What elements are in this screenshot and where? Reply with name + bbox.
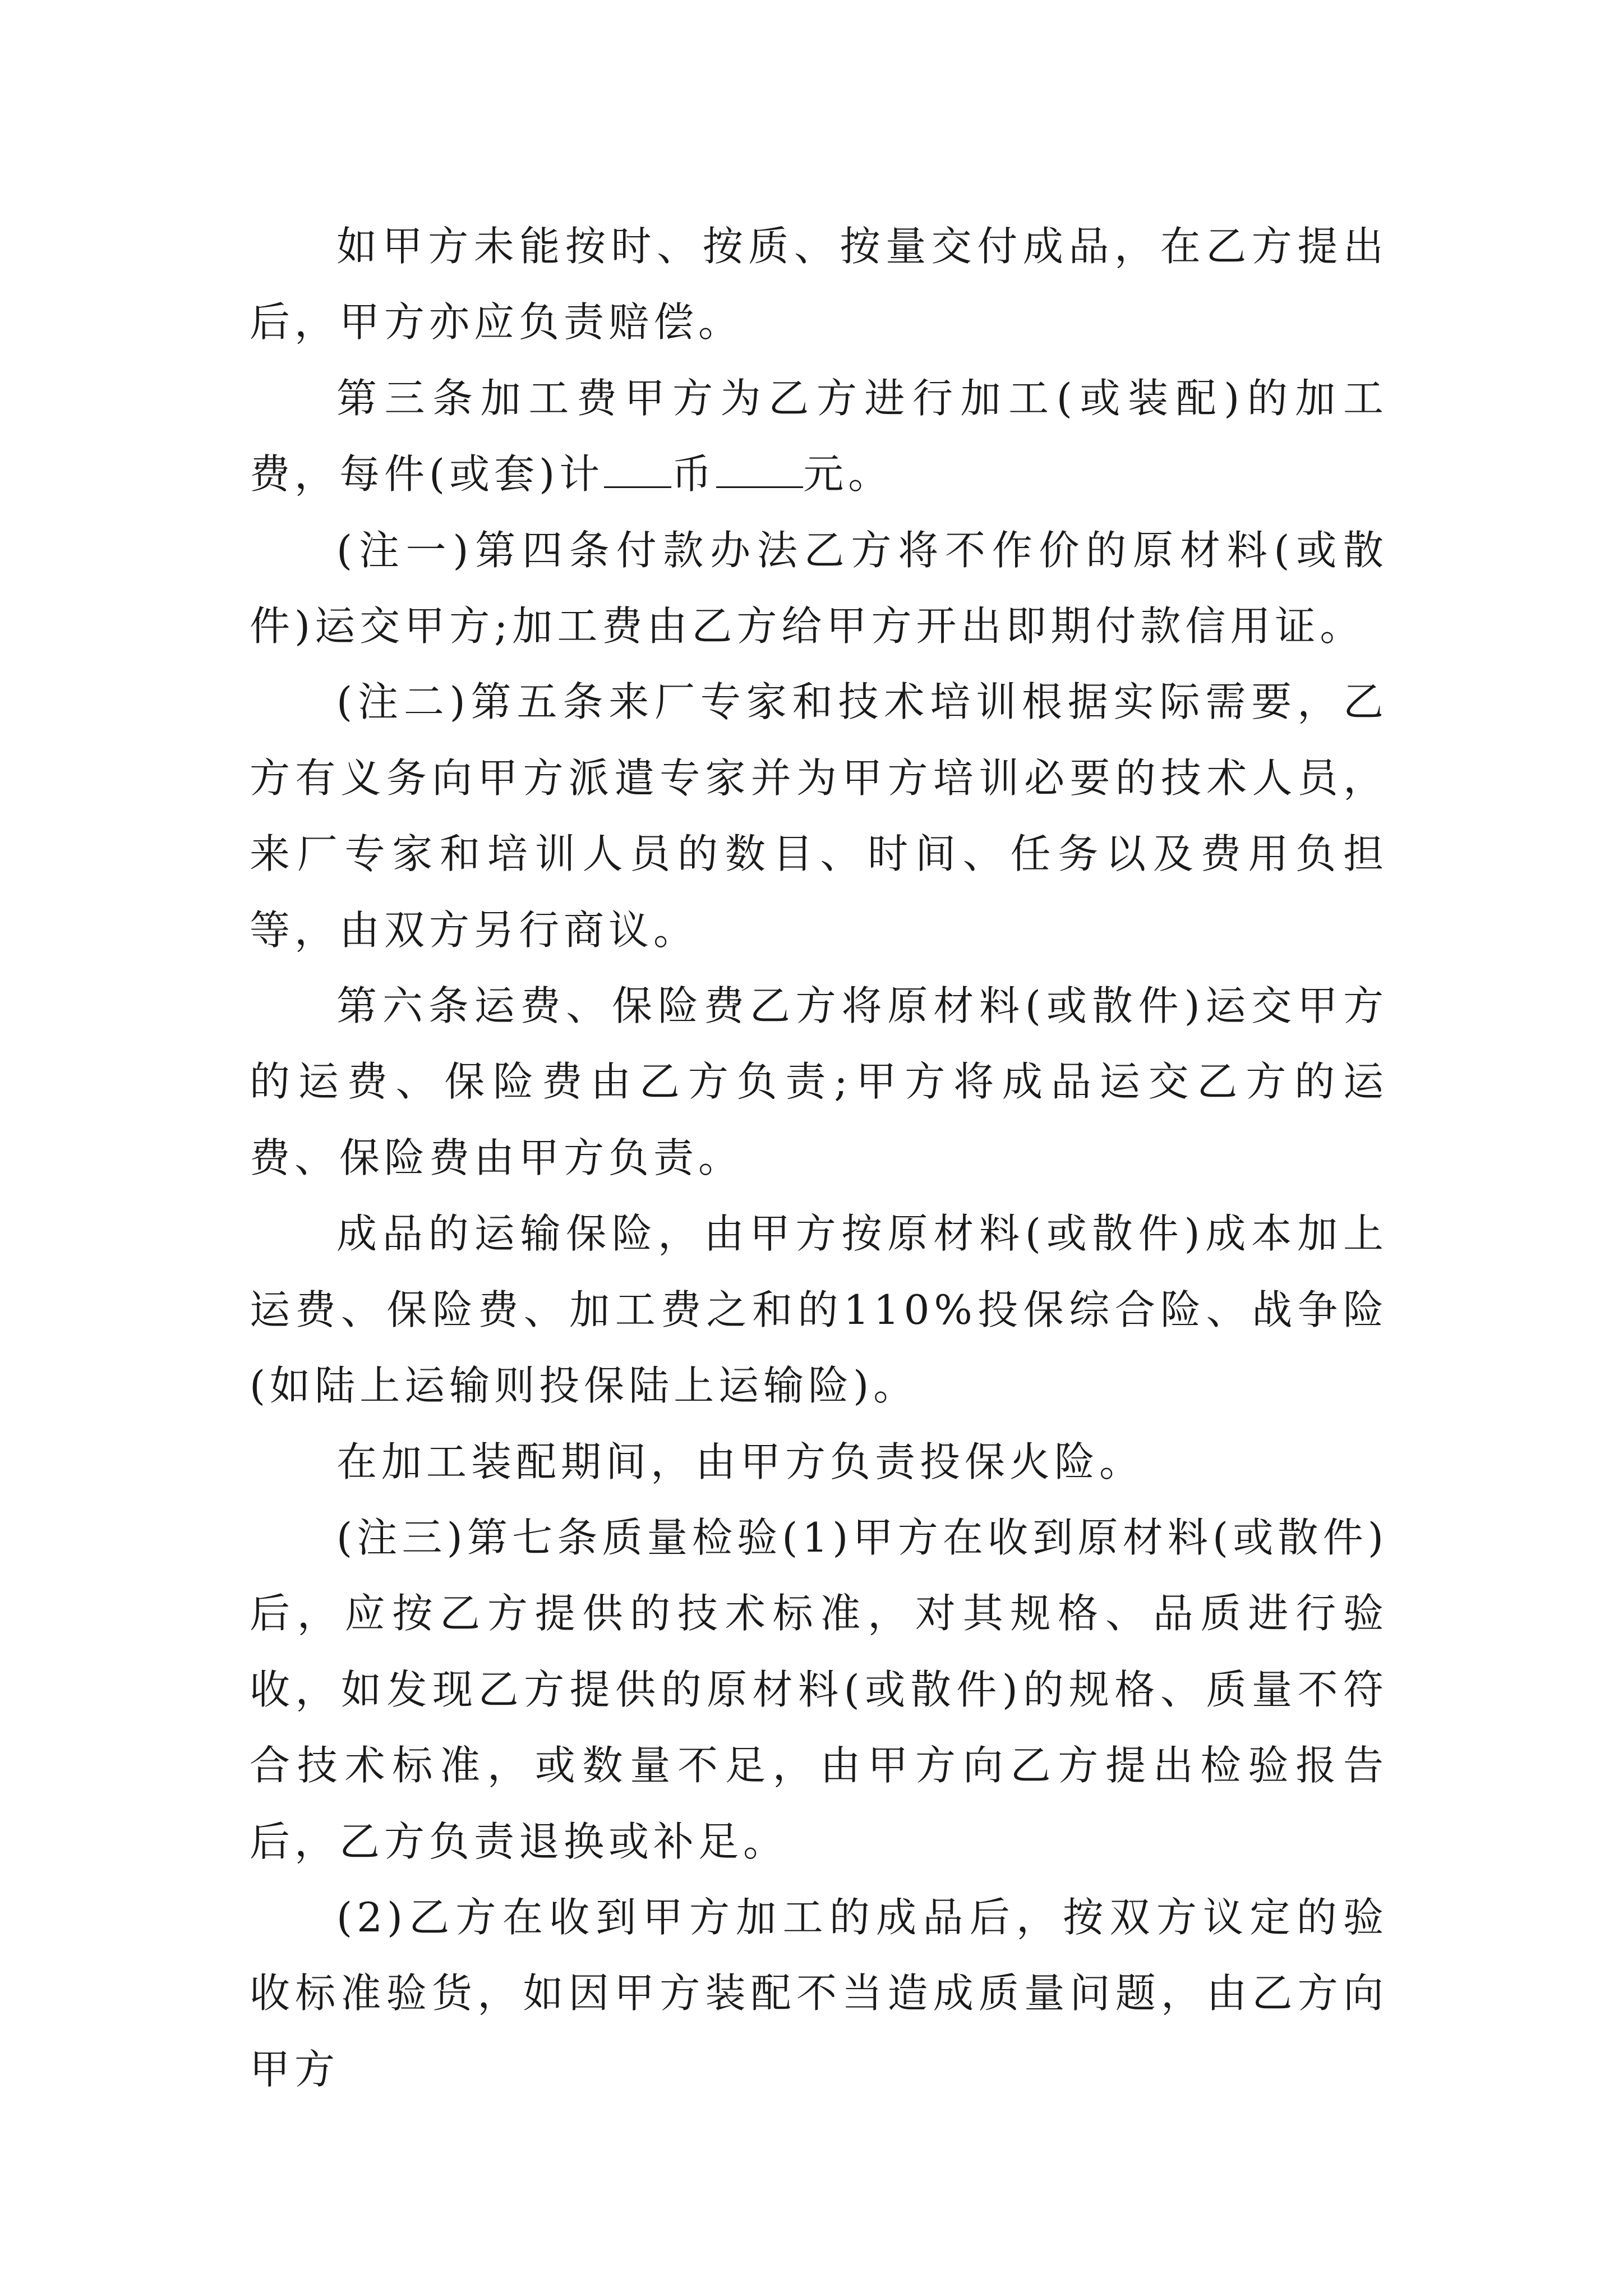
- fee-line-currency: 币: [671, 450, 717, 498]
- paragraph-transport-insurance: 成品的运输保险，由甲方按原材料(或散件)成本加上运费、保险费、加工费之和的110%投保综合险、战争险(如陆上运输则投保陆上运输险)。: [250, 1210, 1388, 1410]
- article-3-text: 第三条加工费甲方为乙方进行加工(或装配)的加工费，: [250, 374, 1388, 498]
- currency-blank: [604, 453, 671, 488]
- fee-line-unit: 元。: [803, 450, 893, 498]
- paragraph-article-5-experts-training: (注二)第五条来厂专家和技术培训根据实际需要，乙方有义务向甲方派遣专家并为甲方培训必要的技术人员，来厂专家和培训人员的数目、时间、任务以及费用负担等，由双方另行商议。: [250, 678, 1388, 954]
- paragraph-fire-insurance: 在加工装配期间，由甲方负责投保火险。: [336, 1438, 1145, 1485]
- paragraph-article-3-processing-fee: [250, 361, 1388, 513]
- fee-line-prefix: 每件(或套)计: [339, 450, 605, 498]
- paragraph-article-6-freight-insurance: 第六条运费、保险费乙方将原材料(或散件)运交甲方的运费、保险费由乙方负责;甲方将成品运交乙方的运费、保险费由甲方负责。: [250, 982, 1388, 1181]
- document-body: [250, 209, 1388, 2108]
- paragraph-delivery-compensation: 如甲方未能按时、按质、按量交付成品，在乙方提出后，甲方亦应负责赔偿。: [250, 223, 1388, 346]
- amount-blank: [716, 453, 803, 488]
- paragraph-article-4-payment: (注一)第四条付款办法乙方将不作价的原材料(或散件)运交甲方;加工费由乙方给甲方开出即期付款信用证。: [250, 526, 1388, 650]
- paragraph-article-7-quality-inspection: (注三)第七条质量检验(1)甲方在收到原材料(或散件)后，应按乙方提供的技术标准，对其规格、品质进行验收，如发现乙方提供的原材料(或散件)的规格、质量不符合技术标准，或数量不足，由甲方向乙方提出检验报告后，乙方负责退换或补足。: [250, 1513, 1388, 1865]
- paragraph-article-7-item-2: (2)乙方在收到甲方加工的成品后，按双方议定的验收标准验货，如因甲方装配不当造成质量问题，由乙方向甲方: [250, 1893, 1388, 2093]
